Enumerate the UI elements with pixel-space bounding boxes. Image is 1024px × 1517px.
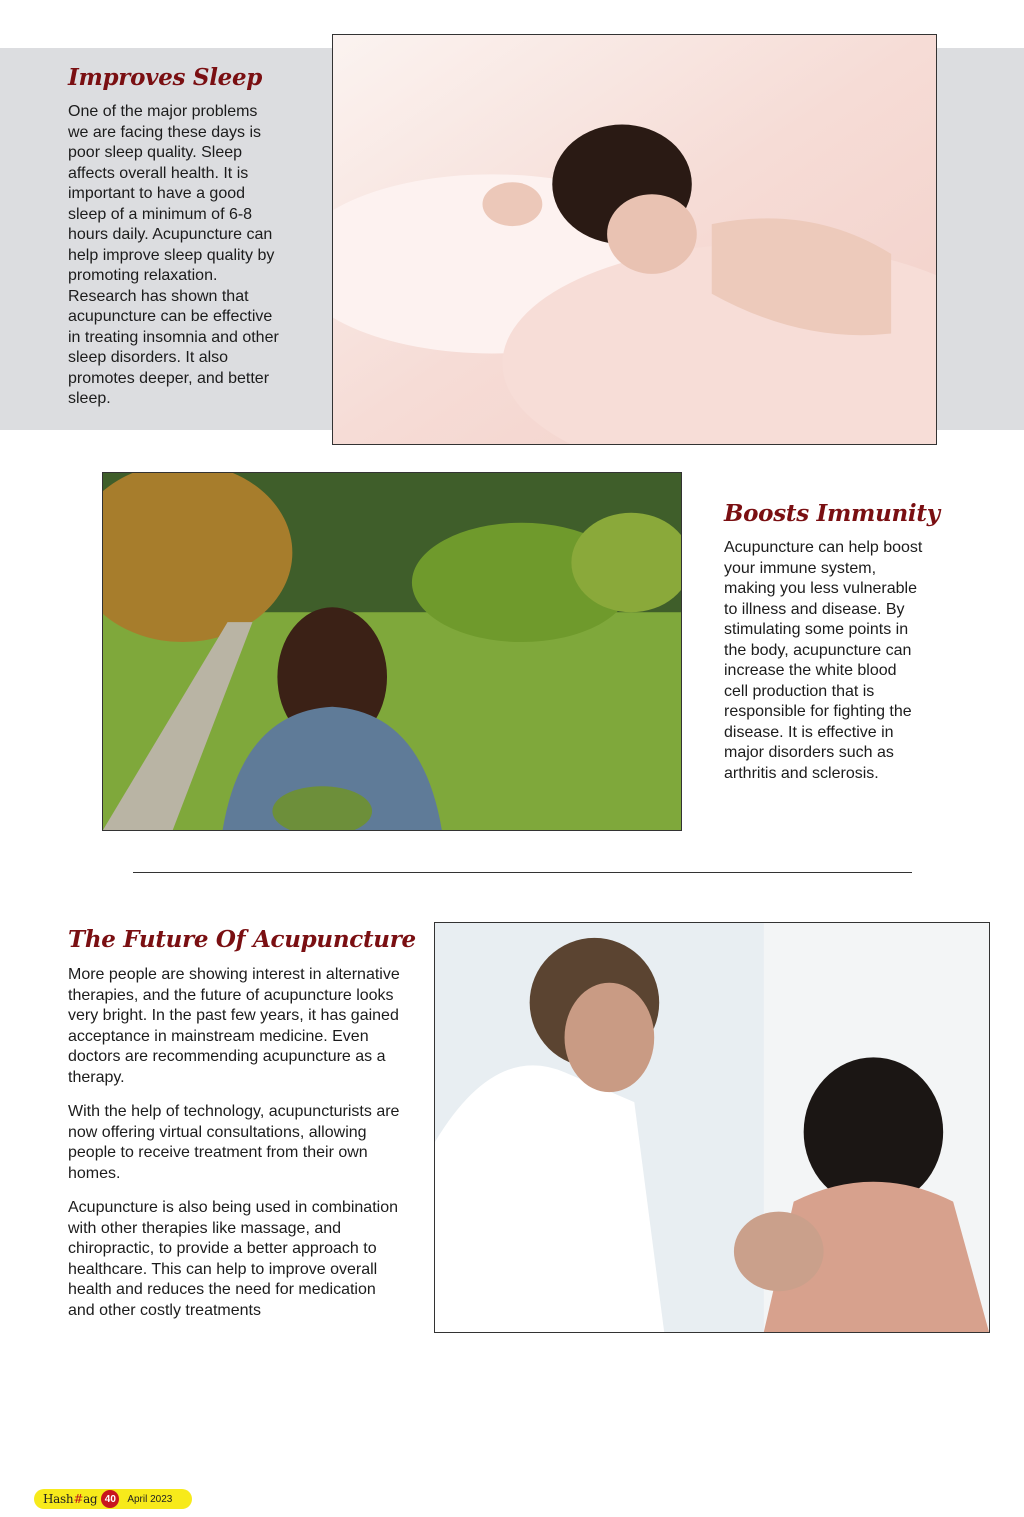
section-divider — [133, 872, 912, 873]
logo-text-prefix: Hash — [43, 1492, 74, 1506]
logo-text-suffix: ag — [83, 1492, 98, 1506]
boosts-immunity-text — [724, 538, 924, 798]
future-heading: The Future Of Acupuncture — [68, 926, 416, 953]
boosts-immunity-heading: Boosts Immunity — [724, 500, 940, 527]
future-paragraph-1: More people are showing interest in alternative therapies, and the future of acupuncture looks very bright. In the past few years, it has gained acceptance in mainstream medicine. Even doctors are recommending acupuncture as a therapy. — [68, 966, 400, 1086]
magazine-logo — [43, 1492, 97, 1506]
future-text — [68, 965, 403, 1335]
improves-sleep-paragraph: One of the major problems we are facing these days is poor sleep quality. Sleep affects overall health. It is important to have a good sleep of a minimum of 6-8 hours daily. Acupuncture can help improve sleep quality by promoting relaxation. Research has shown that acupuncture can be effective in treating insomnia and other sleep disorders. It also promotes deeper, and better sleep. — [68, 103, 279, 407]
future-paragraph-3: Acupuncture is also being used in combination with other therapies like massage, and chiropractic, to provide a better approach to healthcare. This can help to improve overall health and reduces the need for medication and other costly treatments — [68, 1199, 398, 1319]
woman-on-path-photo — [102, 472, 682, 831]
sleeping-woman-photo — [332, 34, 937, 445]
improves-sleep-text — [68, 102, 280, 424]
footer-bar — [34, 1489, 192, 1509]
boosts-immunity-paragraph: Acupuncture can help boost your immune system, making you less vulnerable to illness and disease. By stimulating some points in the body, acupuncture can increase the white blood cell production that is responsible for fighting the disease. It is effective in major disorders such as arthritis and sclerosis. — [724, 539, 923, 782]
page-number-badge: 40 — [101, 1490, 119, 1508]
acupuncture-treatment-photo — [434, 922, 990, 1333]
issue-date: April 2023 — [127, 1493, 173, 1505]
logo-hash: # — [73, 1492, 84, 1506]
improves-sleep-heading: Improves Sleep — [68, 64, 263, 91]
future-paragraph-2: With the help of technology, acupuncturists are now offering virtual consultations, allowing people to receive treatment from their own homes. — [68, 1103, 400, 1182]
